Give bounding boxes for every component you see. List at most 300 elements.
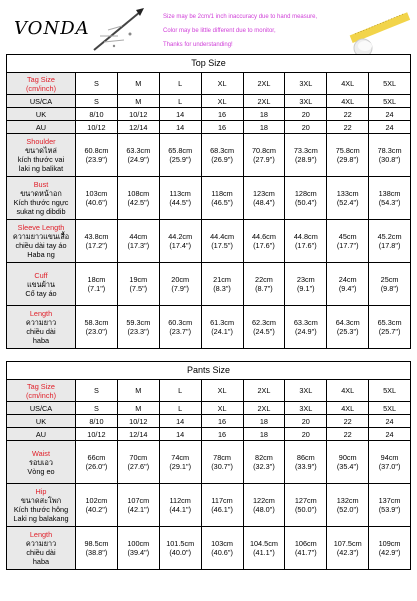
cm-value: 63.3cm xyxy=(293,318,318,327)
notice-line: Color may be little different due to monitor, xyxy=(163,28,276,34)
table-cell: M xyxy=(117,402,159,415)
table-cell: S xyxy=(76,402,118,415)
size-header: 5XL xyxy=(369,380,411,402)
measurement-cell xyxy=(285,134,327,177)
table-cell: 14 xyxy=(159,428,201,441)
measurement-cell xyxy=(285,306,327,349)
table-cell: 24 xyxy=(369,415,411,428)
measurement-cell xyxy=(117,484,159,527)
cm-value: 118cm xyxy=(211,189,233,198)
measurement-translation: haba xyxy=(32,557,50,566)
cm-value: 132cm xyxy=(336,496,359,505)
table-cell: L xyxy=(159,95,201,108)
cm-value: 45.2cm xyxy=(377,232,402,241)
inch-value: (41.7") xyxy=(294,548,317,557)
measurement-translation: รอบเอว xyxy=(29,457,53,467)
measurement-cell xyxy=(327,306,369,349)
inch-value: (7.1") xyxy=(87,284,106,293)
table-cell: 16 xyxy=(201,415,243,428)
cm-value: 66cm xyxy=(87,453,106,462)
measurement-translation: haba xyxy=(32,336,50,345)
measurement-name: Length xyxy=(29,530,53,539)
measurement-translation: Vòng eo xyxy=(27,466,55,476)
cm-value: 58.3cm xyxy=(84,318,109,327)
inch-value: (44.1") xyxy=(169,505,192,514)
cm-value: 74cm xyxy=(171,453,190,462)
inch-value: (23.9") xyxy=(85,155,108,164)
cm-value: 59.3cm xyxy=(126,318,151,327)
inch-value: (42.9") xyxy=(378,548,401,557)
cm-value: 18cm xyxy=(87,275,106,284)
measurement-cell xyxy=(327,527,369,570)
measurement-translation: แขนผ้าน xyxy=(26,279,56,289)
cm-value: 73.3cm xyxy=(293,146,318,155)
inch-value: (54.3") xyxy=(378,198,401,207)
cm-value: 109cm xyxy=(378,539,401,548)
measurement-cell xyxy=(159,441,201,484)
size-header: S xyxy=(76,73,118,95)
measurement-cell xyxy=(201,177,243,220)
table-cell: 2XL xyxy=(243,402,285,415)
inch-value: (40.0") xyxy=(169,548,192,557)
measurement-cell xyxy=(201,527,243,570)
table-cell: 18 xyxy=(243,121,285,134)
measurement-cell xyxy=(76,263,118,306)
inch-value: (38.8") xyxy=(85,548,108,557)
inch-value: (48.0") xyxy=(253,505,275,514)
table-cell: 14 xyxy=(159,121,201,134)
cm-value: 104.5cm xyxy=(249,539,278,548)
cm-value: 70.8cm xyxy=(251,146,276,155)
inch-value: (7.5") xyxy=(129,284,148,293)
table-cell: 16 xyxy=(201,108,243,121)
inch-value: (33.9") xyxy=(294,462,317,471)
pants-size-title: Pants Size xyxy=(7,362,411,380)
pen-logo-icon xyxy=(90,6,146,56)
table-cell: 14 xyxy=(159,108,201,121)
measurement-cell xyxy=(243,177,285,220)
measurement-cell xyxy=(201,220,243,263)
measurement-row xyxy=(7,220,411,263)
measurement-cell xyxy=(201,263,243,306)
measurement-cell xyxy=(159,220,201,263)
notice-line: Thanks for understanding! xyxy=(163,42,233,48)
inch-value: (25.7") xyxy=(378,327,401,336)
cm-value: 44.6cm xyxy=(251,232,276,241)
cm-value: 101.5cm xyxy=(166,539,195,548)
measurement-row xyxy=(7,527,411,570)
inch-value: (17.6") xyxy=(253,241,275,250)
measurement-translation: chiều dài xyxy=(26,327,56,336)
measurement-cell xyxy=(117,306,159,349)
table-cell: M xyxy=(117,95,159,108)
inch-value: (46.5") xyxy=(211,198,233,207)
table-cell: 20 xyxy=(285,428,327,441)
table-cell: 22 xyxy=(327,121,369,134)
cm-value: 65.3cm xyxy=(377,318,402,327)
table-cell: 10/12 xyxy=(76,428,118,441)
table-cell: 4XL xyxy=(327,95,369,108)
cm-value: 44cm xyxy=(129,232,148,241)
inch-value: (24.9") xyxy=(127,155,150,164)
row-label: US/CA xyxy=(7,95,76,108)
measurement-cell xyxy=(327,441,369,484)
measurement-cell xyxy=(369,134,411,177)
inch-value: (25.3") xyxy=(336,327,359,336)
measurement-name: Length xyxy=(29,309,53,318)
table-cell: 10/12 xyxy=(76,121,118,134)
cm-value: 113cm xyxy=(169,189,191,198)
pants-size-table xyxy=(6,361,411,570)
measurement-translation: ความยาว xyxy=(25,539,57,548)
measurement-row xyxy=(7,484,411,527)
cm-value: 100cm xyxy=(127,539,150,548)
measurement-cell xyxy=(117,527,159,570)
inch-value: (37.0") xyxy=(378,462,401,471)
table-cell: S xyxy=(76,95,118,108)
inch-value: (23.0") xyxy=(85,327,108,336)
row-label: UK xyxy=(7,108,76,121)
table-cell: 22 xyxy=(327,108,369,121)
measurement-cell xyxy=(201,134,243,177)
measurement-cell xyxy=(285,527,327,570)
measurement-cell xyxy=(327,134,369,177)
measurement-cell xyxy=(243,220,285,263)
measurement-cell xyxy=(159,134,201,177)
inch-value: (17.8") xyxy=(378,241,401,250)
table-cell: 4XL xyxy=(327,402,369,415)
inch-value: (42.3") xyxy=(336,548,359,557)
inch-value: (40.6") xyxy=(85,198,108,207)
table-cell: 12/14 xyxy=(117,428,159,441)
cm-value: 117cm xyxy=(211,496,233,505)
measurement-cell xyxy=(117,263,159,306)
measurement-cell xyxy=(76,134,118,177)
measurement-row xyxy=(7,306,411,349)
size-header: 5XL xyxy=(369,73,411,95)
inch-value: (17.7") xyxy=(336,241,359,250)
cm-value: 64.3cm xyxy=(335,318,360,327)
cm-value: 107cm xyxy=(127,496,150,505)
size-header: 3XL xyxy=(285,380,327,402)
cm-value: 21cm xyxy=(213,275,231,284)
inch-value: (24.1") xyxy=(211,327,233,336)
cm-value: 44.8cm xyxy=(293,232,318,241)
cm-value: 137cm xyxy=(378,496,401,505)
au-row xyxy=(7,121,411,134)
cm-value: 60.3cm xyxy=(168,318,193,327)
measurement-cell xyxy=(243,527,285,570)
measurement-cell xyxy=(327,220,369,263)
table-cell: 3XL xyxy=(285,95,327,108)
measurement-cell xyxy=(117,220,159,263)
size-header: 4XL xyxy=(327,73,369,95)
cm-value: 123cm xyxy=(252,189,275,198)
cm-value: 60.8cm xyxy=(84,146,109,155)
cm-value: 78.3cm xyxy=(377,146,402,155)
cm-value: 63.3cm xyxy=(126,146,151,155)
measurement-cell xyxy=(76,484,118,527)
inch-value: (29.1") xyxy=(169,462,192,471)
cm-value: 65.8cm xyxy=(168,146,193,155)
measurement-row xyxy=(7,441,411,484)
brand-name: VONDA xyxy=(14,18,90,39)
size-header: XL xyxy=(201,73,243,95)
cm-value: 112cm xyxy=(169,496,191,505)
table-cell: 18 xyxy=(243,415,285,428)
measurement-translation: ขนาดสะโพก xyxy=(20,496,62,505)
uk-row xyxy=(7,415,411,428)
measurement-cell xyxy=(117,177,159,220)
measurement-cell xyxy=(369,484,411,527)
inch-value: (17.6") xyxy=(294,241,317,250)
cm-value: 19cm xyxy=(129,275,148,284)
cm-value: 86cm xyxy=(296,453,315,462)
table-cell: 18 xyxy=(243,428,285,441)
measurement-cell xyxy=(76,441,118,484)
measurement-cell xyxy=(243,441,285,484)
measurement-cell xyxy=(369,441,411,484)
cm-value: 68.3cm xyxy=(210,146,235,155)
measurement-row xyxy=(7,263,411,306)
measurement-row xyxy=(7,177,411,220)
cm-value: 45cm xyxy=(338,232,357,241)
inch-value: (40.2") xyxy=(85,505,108,514)
cm-value: 20cm xyxy=(171,275,190,284)
measurement-label xyxy=(7,306,76,349)
measurement-cell xyxy=(201,484,243,527)
measurement-translation: Kích thước ngực xyxy=(13,198,69,207)
inch-value: (52.4") xyxy=(336,198,359,207)
size-header: M xyxy=(117,73,159,95)
measurement-name: Cuff xyxy=(34,270,48,280)
table-cell: 22 xyxy=(327,415,369,428)
table-cell: 24 xyxy=(369,108,411,121)
table-cell: 3XL xyxy=(285,402,327,415)
tag-size-label: Tag Size (cm/inch) xyxy=(7,73,76,95)
size-header: XL xyxy=(201,380,243,402)
notice-text xyxy=(163,10,317,52)
inch-value: (40.6") xyxy=(211,548,233,557)
cm-value: 43.8cm xyxy=(84,232,109,241)
measurement-cell xyxy=(243,263,285,306)
measurement-cell xyxy=(117,441,159,484)
table-cell: 20 xyxy=(285,415,327,428)
inch-value: (50.0") xyxy=(294,505,317,514)
size-header: M xyxy=(117,380,159,402)
inch-value: (9.8") xyxy=(380,284,399,293)
table-cell: 24 xyxy=(369,428,411,441)
measurement-label xyxy=(7,527,76,570)
cm-value: 138cm xyxy=(378,189,401,198)
table-cell: L xyxy=(159,402,201,415)
measurement-translation: chiều dài xyxy=(26,548,56,557)
cm-value: 107.5cm xyxy=(333,539,362,548)
cm-value: 61.3cm xyxy=(210,318,235,327)
inch-value: (50.4") xyxy=(294,198,317,207)
measurement-cell xyxy=(159,177,201,220)
size-header: L xyxy=(159,73,201,95)
inch-value: (24.5") xyxy=(253,327,275,336)
inch-value: (42.1") xyxy=(127,505,150,514)
measurement-cell xyxy=(369,177,411,220)
measurement-cell xyxy=(201,441,243,484)
au-row xyxy=(7,428,411,441)
measurement-translation: ความยาวแขนเสื้อ xyxy=(12,232,70,241)
measurement-label xyxy=(7,220,76,263)
measurement-cell xyxy=(285,220,327,263)
table-cell: 5XL xyxy=(369,95,411,108)
measurement-translation: Haba ng xyxy=(27,250,55,259)
inch-value: (48.4") xyxy=(253,198,275,207)
table-cell: 5XL xyxy=(369,402,411,415)
measurement-translation: Kích thước hông xyxy=(13,505,69,514)
measurement-cell xyxy=(159,306,201,349)
measurement-row xyxy=(7,134,411,177)
measurement-cell xyxy=(327,484,369,527)
cm-value: 98.5cm xyxy=(84,539,109,548)
inch-value: (8.7") xyxy=(255,284,273,293)
measurement-translation: ขนาดหน้าอก xyxy=(20,189,62,198)
inch-value: (28.9") xyxy=(294,155,317,164)
measurement-name: Hip xyxy=(35,487,47,496)
measurement-label xyxy=(7,177,76,220)
size-header: 4XL xyxy=(327,380,369,402)
measurement-cell xyxy=(76,527,118,570)
inch-value: (17.2") xyxy=(85,241,108,250)
table-cell: 14 xyxy=(159,415,201,428)
inch-value: (26.9") xyxy=(211,155,233,164)
inch-value: (26.0") xyxy=(85,462,108,471)
table-cell: 12/14 xyxy=(117,121,159,134)
inch-value: (29.8") xyxy=(336,155,359,164)
cm-value: 106cm xyxy=(294,539,317,548)
cm-value: 94cm xyxy=(380,453,399,462)
table-cell: 24 xyxy=(369,121,411,134)
cm-value: 23cm xyxy=(296,275,315,284)
measurement-cell xyxy=(201,306,243,349)
table-cell: 8/10 xyxy=(76,415,118,428)
measurement-cell xyxy=(327,263,369,306)
measurement-translation: ขนาดไหล่ xyxy=(25,146,57,155)
table-cell: 18 xyxy=(243,108,285,121)
inch-value: (27.6") xyxy=(127,462,150,471)
table-cell: 22 xyxy=(327,428,369,441)
table-cell: 2XL xyxy=(243,95,285,108)
inch-value: (27.9") xyxy=(253,155,275,164)
measurement-cell xyxy=(327,177,369,220)
inch-value: (9.1") xyxy=(297,284,315,293)
measurement-translation: laki ng balikat xyxy=(18,164,64,173)
row-label: AU xyxy=(7,121,76,134)
cm-value: 22cm xyxy=(255,275,273,284)
cm-value: 78cm xyxy=(213,453,231,462)
table-cell: 16 xyxy=(201,428,243,441)
measurement-label xyxy=(7,263,76,306)
cm-value: 24cm xyxy=(338,275,357,284)
table-cell: XL xyxy=(201,95,243,108)
inch-value: (30.7") xyxy=(211,462,233,471)
cm-value: 62.3cm xyxy=(251,318,276,327)
measurement-cell xyxy=(243,484,285,527)
measurement-cell xyxy=(369,263,411,306)
table-cell: 16 xyxy=(201,121,243,134)
cm-value: 44.2cm xyxy=(168,232,193,241)
cm-value: 90cm xyxy=(338,453,357,462)
measurement-translation: Cổ tay áo xyxy=(25,288,57,298)
table-cell: XL xyxy=(201,402,243,415)
tag-size-label: Tag Size (cm/inch) xyxy=(7,380,76,402)
inch-value: (30.8") xyxy=(378,155,401,164)
usca-row xyxy=(7,402,411,415)
row-label: UK xyxy=(7,415,76,428)
inch-value: (17.5") xyxy=(211,241,233,250)
uk-row xyxy=(7,108,411,121)
inch-value: (41.1") xyxy=(253,548,275,557)
measurement-label xyxy=(7,134,76,177)
inch-value: (17.4") xyxy=(169,241,192,250)
table-cell: 10/12 xyxy=(117,415,159,428)
inch-value: (17.3") xyxy=(127,241,150,250)
inch-value: (7.9") xyxy=(171,284,189,293)
measurement-cell xyxy=(369,220,411,263)
inch-value: (35.4") xyxy=(336,462,359,471)
measurement-cell xyxy=(159,484,201,527)
cm-value: 25cm xyxy=(380,275,399,284)
table-cell: 20 xyxy=(285,108,327,121)
measurement-translation: Laki ng balakang xyxy=(13,514,69,523)
measurement-cell xyxy=(159,527,201,570)
cm-value: 128cm xyxy=(294,189,317,198)
table-cell: 20 xyxy=(285,121,327,134)
measurement-name: Waist xyxy=(32,448,50,458)
measuring-tape-icon xyxy=(341,2,411,62)
measurement-cell xyxy=(285,441,327,484)
measurement-cell xyxy=(159,263,201,306)
inch-value: (9.4") xyxy=(338,284,357,293)
measurement-translation: sukat ng dibdib xyxy=(16,207,66,216)
cm-value: 102cm xyxy=(85,496,108,505)
inch-value: (23.7") xyxy=(169,327,192,336)
measurement-cell xyxy=(243,306,285,349)
measurement-cell xyxy=(285,484,327,527)
inch-value: (32.3") xyxy=(253,462,275,471)
top-size-title: Top Size xyxy=(7,55,411,73)
inch-value: (53.9") xyxy=(378,505,401,514)
inch-value: (25.9") xyxy=(169,155,192,164)
measurement-cell xyxy=(76,220,118,263)
inch-value: (46.1") xyxy=(211,505,233,514)
cm-value: 108cm xyxy=(127,189,150,198)
table-cell: 8/10 xyxy=(76,108,118,121)
cm-value: 122cm xyxy=(252,496,275,505)
measurement-label xyxy=(7,484,76,527)
size-header: 2XL xyxy=(243,380,285,402)
top-size-table xyxy=(6,54,411,349)
cm-value: 133cm xyxy=(336,189,359,198)
cm-value: 103cm xyxy=(211,539,234,548)
cm-value: 44.4cm xyxy=(210,232,235,241)
size-header: L xyxy=(159,380,201,402)
measurement-cell xyxy=(76,177,118,220)
row-label: AU xyxy=(7,428,76,441)
inch-value: (44.5") xyxy=(169,198,192,207)
inch-value: (52.0") xyxy=(336,505,359,514)
measurement-cell xyxy=(369,527,411,570)
inch-value: (23.3") xyxy=(127,327,150,336)
measurement-cell xyxy=(285,263,327,306)
row-label: US/CA xyxy=(7,402,76,415)
